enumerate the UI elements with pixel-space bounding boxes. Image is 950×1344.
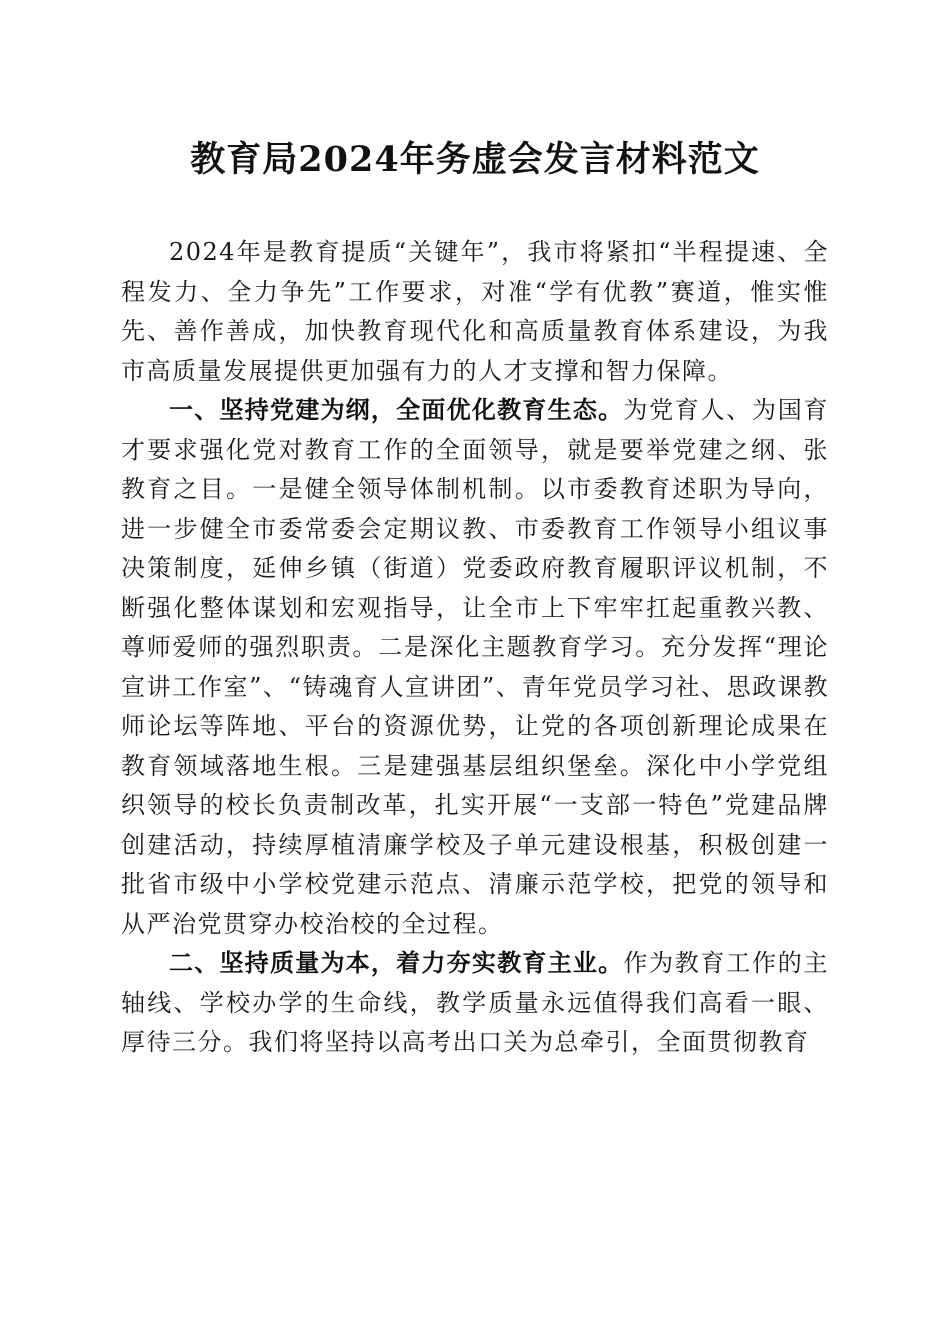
document-body (121, 233, 829, 1063)
paragraph-text: 2024年是教育提质“关键年”，我市将紧扣“半程提速、全程发力、全力争先”工作要求，对准“学有优教”赛道，惟实惟先、善作善成，加快教育现代化和高质量教育体系建设，为我市高质量发展提供更加强有力的人才支撑和智力保障。 (121, 238, 829, 385)
section-heading: 二、坚持质量为本，着力夯实教育主业。 (169, 949, 624, 977)
document-title: 教育局2024年务虚会发言材料范文 (190, 139, 760, 180)
paragraph-text: 作为教育工作的主轴线、学校办学的生命线，教学质量永远值得我们高看一眼、厚待三分。我们将坚持以高考出口关为总牵引，全面贯彻教育 (121, 949, 830, 1056)
section-one-paragraph (121, 391, 829, 944)
section-heading: 一、坚持党建为纲，全面优化教育生态。 (169, 396, 624, 424)
section-two-paragraph (121, 944, 829, 1063)
intro-paragraph (121, 233, 829, 391)
paragraph-text: 为党育人、为国育才要求强化党对教育工作的全面领导，就是要举党建之纲、张教育之目。一是健全领导体制机制。以市委教育述职为导向，进一步健全市委常委会定期议教、市委教育工作领导小组议事决策制度，延伸乡镇（街道）党委政府教育履职评议机制，不断强化整体谋划和宏观指导，让全市上下牢牢扛起重教兴教、尊师爱师的强烈职责。二是深化主题教育学习。充分发挥“理论宣讲工作室”、“铸魂育人宣讲团”、青年党员学习社、思政课教师论坛等阵地、平台的资源优势，让党的各项创新理论成果在教育领域落地生根。三是建强基层组织堡垒。深化中小学党组织领导的校长负责制改革，扎实开展“一支部一特色”党建品牌创建活动，持续厚植清廉学校及子单元建设根基，积极创建一批省市级中小学校党建示范点、清廉示范学校，把党的领导和从严治党贯穿办校治校的全过程。 (121, 396, 830, 938)
